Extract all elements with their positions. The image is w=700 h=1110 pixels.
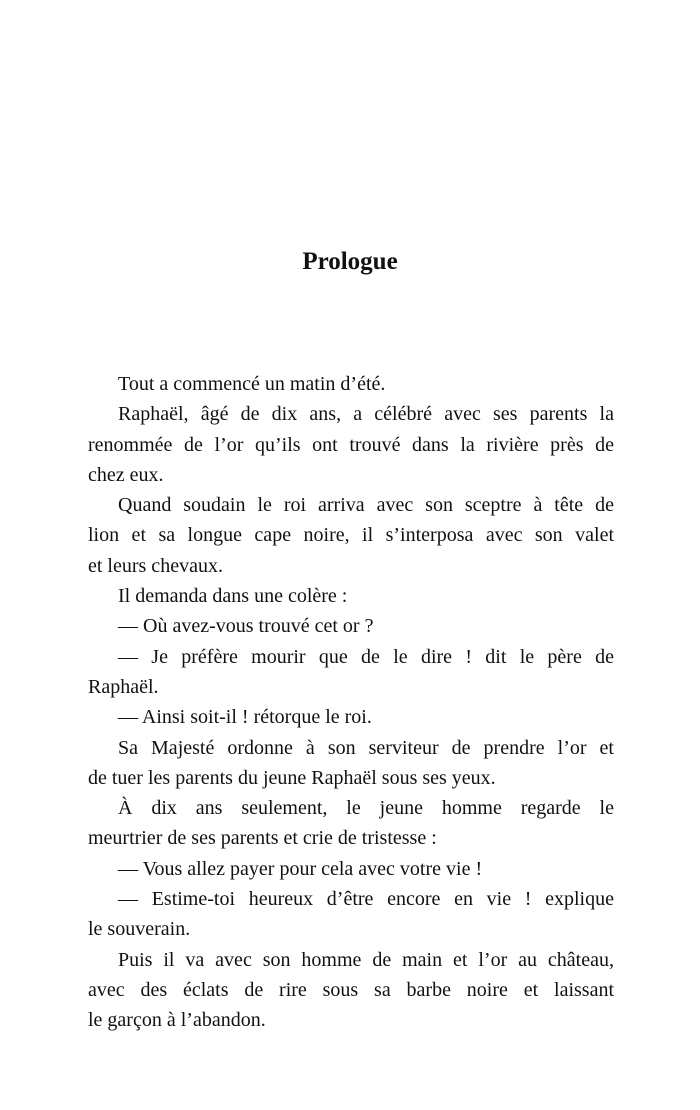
text-line: Puis il va avec son homme de main et l’or au château, xyxy=(118,948,614,971)
chapter-title: Prologue xyxy=(302,248,398,275)
text-line: — Vous allez payer pour cela avec votre vie ! xyxy=(118,857,483,880)
paragraph xyxy=(88,733,614,794)
text-line: Tout a commencé un matin d’été. xyxy=(118,373,386,395)
paragraph xyxy=(88,884,614,945)
paragraph xyxy=(88,793,614,854)
text-line: meurtrier de ses parents et crie de tristesse : xyxy=(88,827,437,850)
text-line: — Ainsi soit-il ! rétorque le roi. xyxy=(118,706,372,729)
paragraph xyxy=(88,581,614,611)
text-line: — Je préfère mourir que de le dire ! dit le père de xyxy=(118,645,614,668)
text-line: — Estime-toi heureux d’être encore en vie ! explique xyxy=(118,888,614,911)
paragraph xyxy=(88,642,614,703)
text-line: et leurs chevaux. xyxy=(88,554,223,577)
text-line: avec des éclats de rire sous sa barbe noire et laissant xyxy=(88,978,614,1001)
text-line: — Où avez-vous trouvé cet or ? xyxy=(118,615,374,638)
paragraph xyxy=(88,702,614,732)
text-line: le garçon à l’abandon. xyxy=(88,1009,266,1032)
paragraph xyxy=(88,490,614,581)
text-line: Sa Majesté ordonne à son serviteur de prendre l’or et xyxy=(118,736,614,759)
text-line: Il demanda dans une colère : xyxy=(118,585,348,608)
paragraph xyxy=(88,399,614,490)
text-line: renommée de l’or qu’ils ont trouvé dans la rivière près de xyxy=(88,433,614,456)
text-line: À dix ans seulement, le jeune homme regarde le xyxy=(118,797,614,820)
paragraph xyxy=(88,945,614,1036)
chapter-body xyxy=(88,369,614,1036)
text-line: de tuer les parents du jeune Raphaël sous ses yeux. xyxy=(88,766,496,789)
text-line: Quand soudain le roi arriva avec son sceptre à tête de xyxy=(118,494,614,517)
paragraph xyxy=(88,611,614,641)
paragraph xyxy=(88,854,614,884)
paragraph xyxy=(88,369,614,399)
text-line: Raphaël, âgé de dix ans, a célébré avec ses parents la xyxy=(118,403,614,426)
text-line: lion et sa longue cape noire, il s’interposa avec son valet xyxy=(88,524,614,547)
text-line: le souverain. xyxy=(88,918,191,941)
text-line: Raphaël. xyxy=(88,675,159,698)
text-line: chez eux. xyxy=(88,463,164,486)
